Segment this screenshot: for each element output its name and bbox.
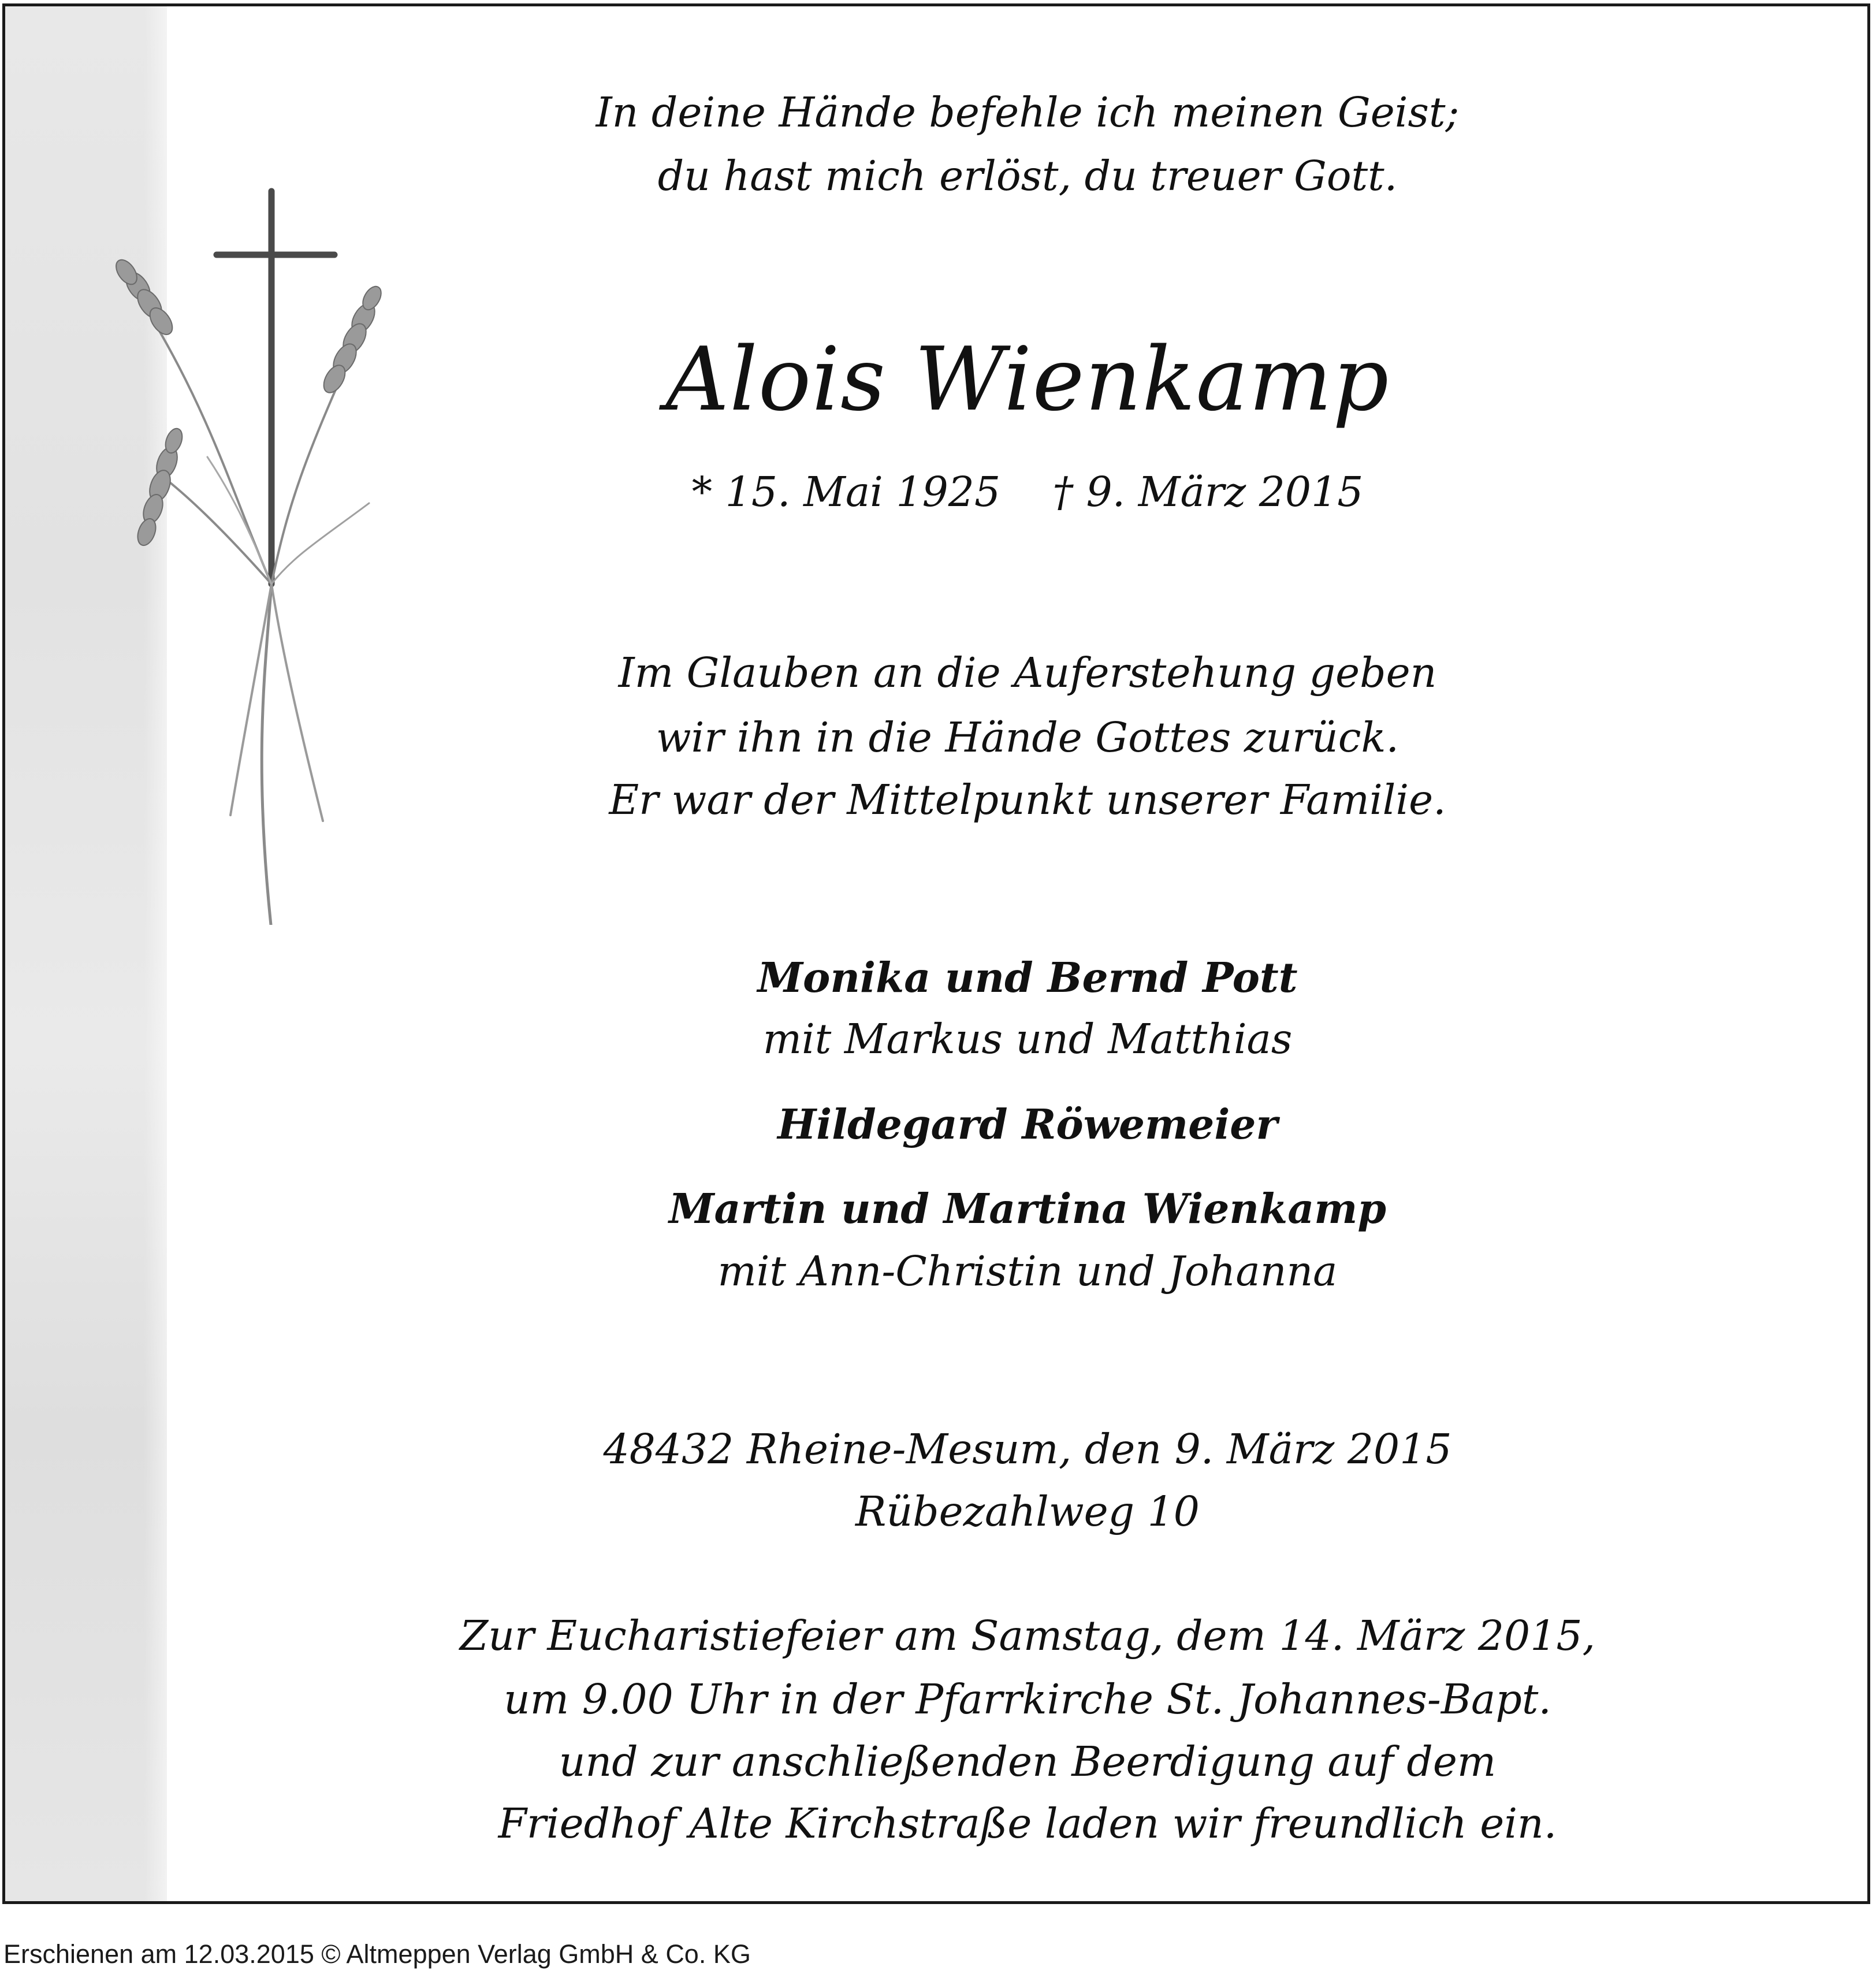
mourner-family-2: Hildegard Röwemeier [777, 1100, 1278, 1148]
address-place-date: 48432 Rheine-Mesum, den 9. März 2015 [603, 1425, 1452, 1473]
death-notice [2, 3, 1870, 1904]
mourner-family-3: Martin und Martina Wienkamp [668, 1184, 1387, 1233]
faith-line-2: wir ihn in die Hände Gottes zurück. [656, 713, 1399, 761]
address-street: Rübezahlweg 10 [855, 1488, 1200, 1535]
mourner-family-3-children: mit Ann-Christin und Johanna [717, 1247, 1338, 1295]
deceased-name: Alois Wienkamp [665, 328, 1390, 430]
faith-line-1: Im Glauben an die Auferstehung geben [618, 649, 1437, 697]
mourner-family-1-children: mit Markus und Matthias [762, 1015, 1293, 1063]
mourner-family-1: Monika und Bernd Pott [757, 953, 1298, 1002]
service-line-4: Friedhof Alte Kirchstraße laden wir freundlich ein. [498, 1799, 1557, 1847]
publication-credit: Erschienen am 12.03.2015 © Altmeppen Verlag GmbH & Co. KG [3, 1939, 751, 1969]
service-line-3: und zur anschließenden Beerdigung auf dem [559, 1738, 1497, 1786]
service-line-2: um 9.00 Uhr in der Pfarrkirche St. Johannes-Bapt. [504, 1675, 1551, 1723]
life-dates: * 15. Mai 1925 † 9. März 2015 [691, 468, 1364, 516]
quote-line-1: In deine Hände befehle ich meinen Geist; [595, 88, 1460, 136]
notice-content [329, 6, 1726, 1901]
service-line-1: Zur Eucharistiefeier am Samstag, dem 14. März 2015, [459, 1612, 1596, 1660]
faith-line-3: Er war der Mittelpunkt unserer Familie. [609, 776, 1446, 824]
quote-line-2: du hast mich erlöst, du treuer Gott. [657, 152, 1398, 200]
